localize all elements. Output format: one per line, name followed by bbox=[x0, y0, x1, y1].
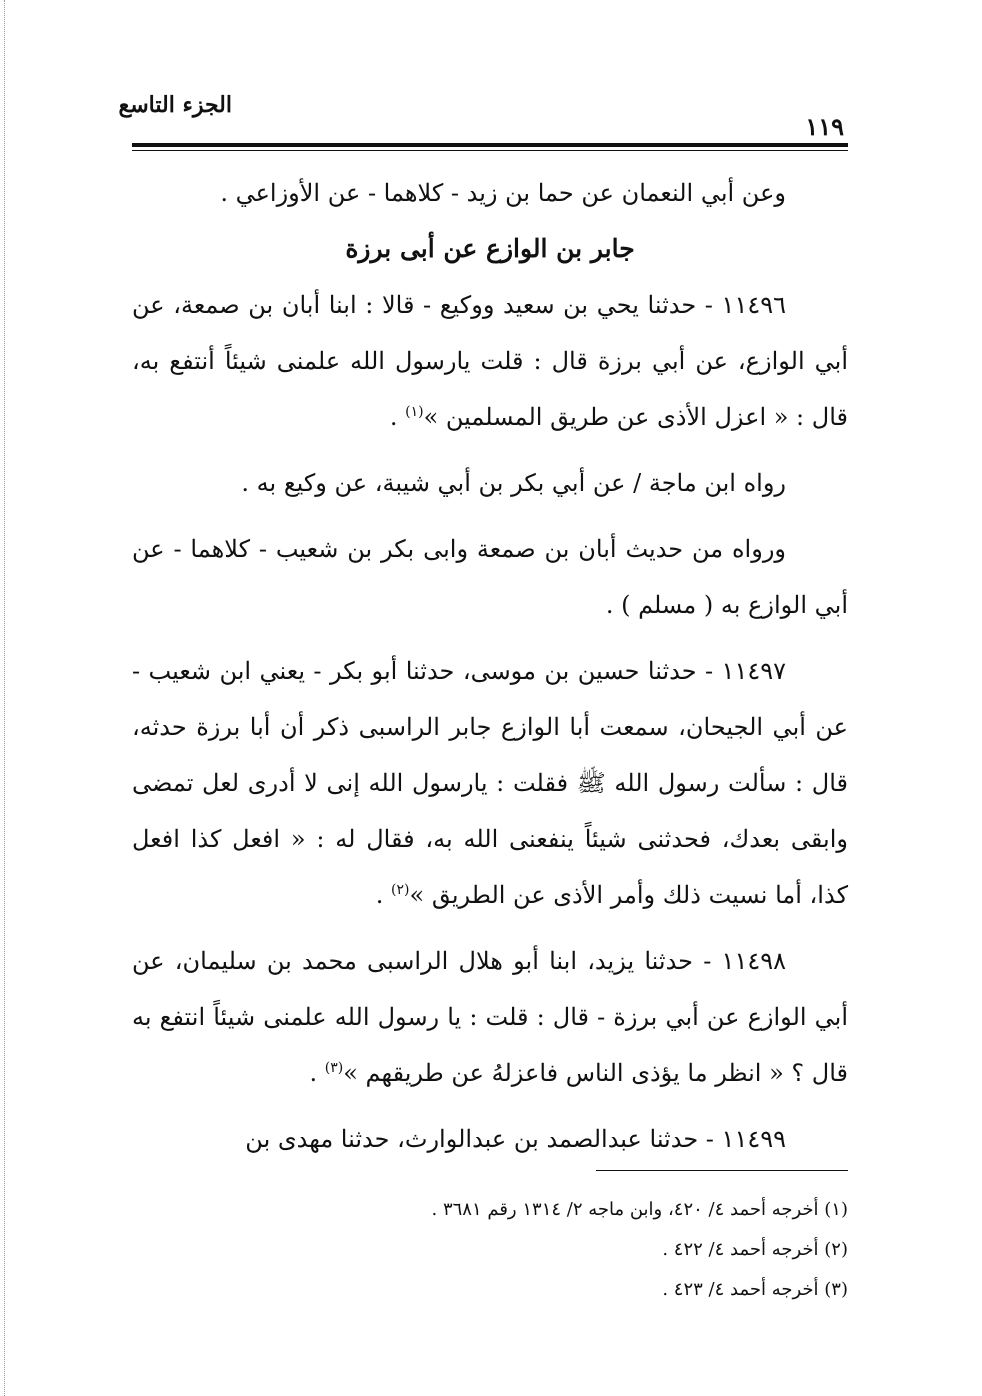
intro-line: وعن أبي النعمان عن حما بن زيد - كلاهما - عن الأوزاعي . bbox=[220, 179, 786, 207]
footnote-1: (١) أخرجه أحمد ٤/ ٤٢٠، وابن ماجه ٢/ ١٣١٤ رقم ٣٦٨١ . bbox=[431, 1199, 848, 1220]
hadith-11499: ١١٤٩٩ - حدثنا عبدالصمد بن عبدالوارث، حدثنا مهدى بن bbox=[245, 1125, 786, 1153]
footnote-2: (٢) أخرجه أحمد ٤/ ٤٢٢ . bbox=[662, 1239, 848, 1260]
hadith-11496-text: ١١٤٩٦ - حدثنا يحي بن سعيد ووكيع - قالا : ابنا أبان بن صمعة، عن أبي الوازع، عن أبي برزة قال : قلت يارسول الله علمنى شيئاً أنتفع به، قال : « اعزل الأذى عن طريق المسلمين » bbox=[132, 291, 848, 431]
narration-muslim: ورواه من حديث أبان بن صمعة وابى بكر بن شعيب - كلاهما - عن أبي الوازع به ( مسلم ) . bbox=[132, 535, 848, 619]
running-header-title: الجزء التاسع bbox=[118, 92, 232, 118]
footnote-3: (٣) أخرجه أحمد ٤/ ٤٢٣ . bbox=[662, 1279, 848, 1300]
narration-ibn-majah: رواه ابن ماجة / عن أبي بكر بن أبي شيبة، عن وكيع به . bbox=[241, 469, 786, 497]
hadith-11496 bbox=[132, 277, 848, 445]
footnote-separator bbox=[596, 1170, 848, 1171]
hadith-11497-text: ١١٤٩٧ - حدثنا حسين بن موسى، حدثنا أبو بكر - يعني ابن شعيب - عن أبي الجيحان، سمعت أبا الوازع جابر الراسبى ذكر أن أبا برزة حدثه، قال : سألت رسول الله ﷺ فقلت : يارسول الله إنى لا أدرى لعل تمضى وابقى بعدك، فحدثنى شيئاً ينفعنى الله به، فقال له : « افعل كذا افعل كذا، أما نسيت ذلك وأمر الأذى عن الطريق » bbox=[132, 657, 848, 909]
hadith-11497-end: . bbox=[375, 881, 392, 909]
header-rule-thick bbox=[132, 143, 848, 147]
footnote-ref-1: (١) bbox=[405, 404, 424, 420]
page-number: ١١٩ bbox=[805, 112, 844, 141]
hadith-11498-end: . bbox=[309, 1059, 325, 1087]
footnotes bbox=[132, 1190, 848, 1310]
hadith-11498-text: ١١٤٩٨ - حدثنا يزيد، ابنا أبو هلال الراسبى محمد بن سليمان، عن أبي الوازع عن أبي برزة - قال : قلت : يا رسول الله علمنى شيئاً انتفع به قال ؟ « انظر ما يؤذى الناس فاعزلهُ عن طريقهم » bbox=[132, 947, 848, 1087]
hadith-11497 bbox=[132, 643, 848, 923]
hadith-11496-end: . bbox=[389, 403, 406, 431]
section-heading: جابر بن الوازع عن أبى برزة bbox=[345, 234, 635, 263]
footnote-ref-3: (٣) bbox=[324, 1060, 344, 1076]
footnote-ref-2: (٢) bbox=[391, 882, 410, 898]
main-text bbox=[132, 165, 848, 1167]
hadith-11498 bbox=[132, 933, 848, 1101]
header-rule-thin bbox=[132, 150, 848, 151]
